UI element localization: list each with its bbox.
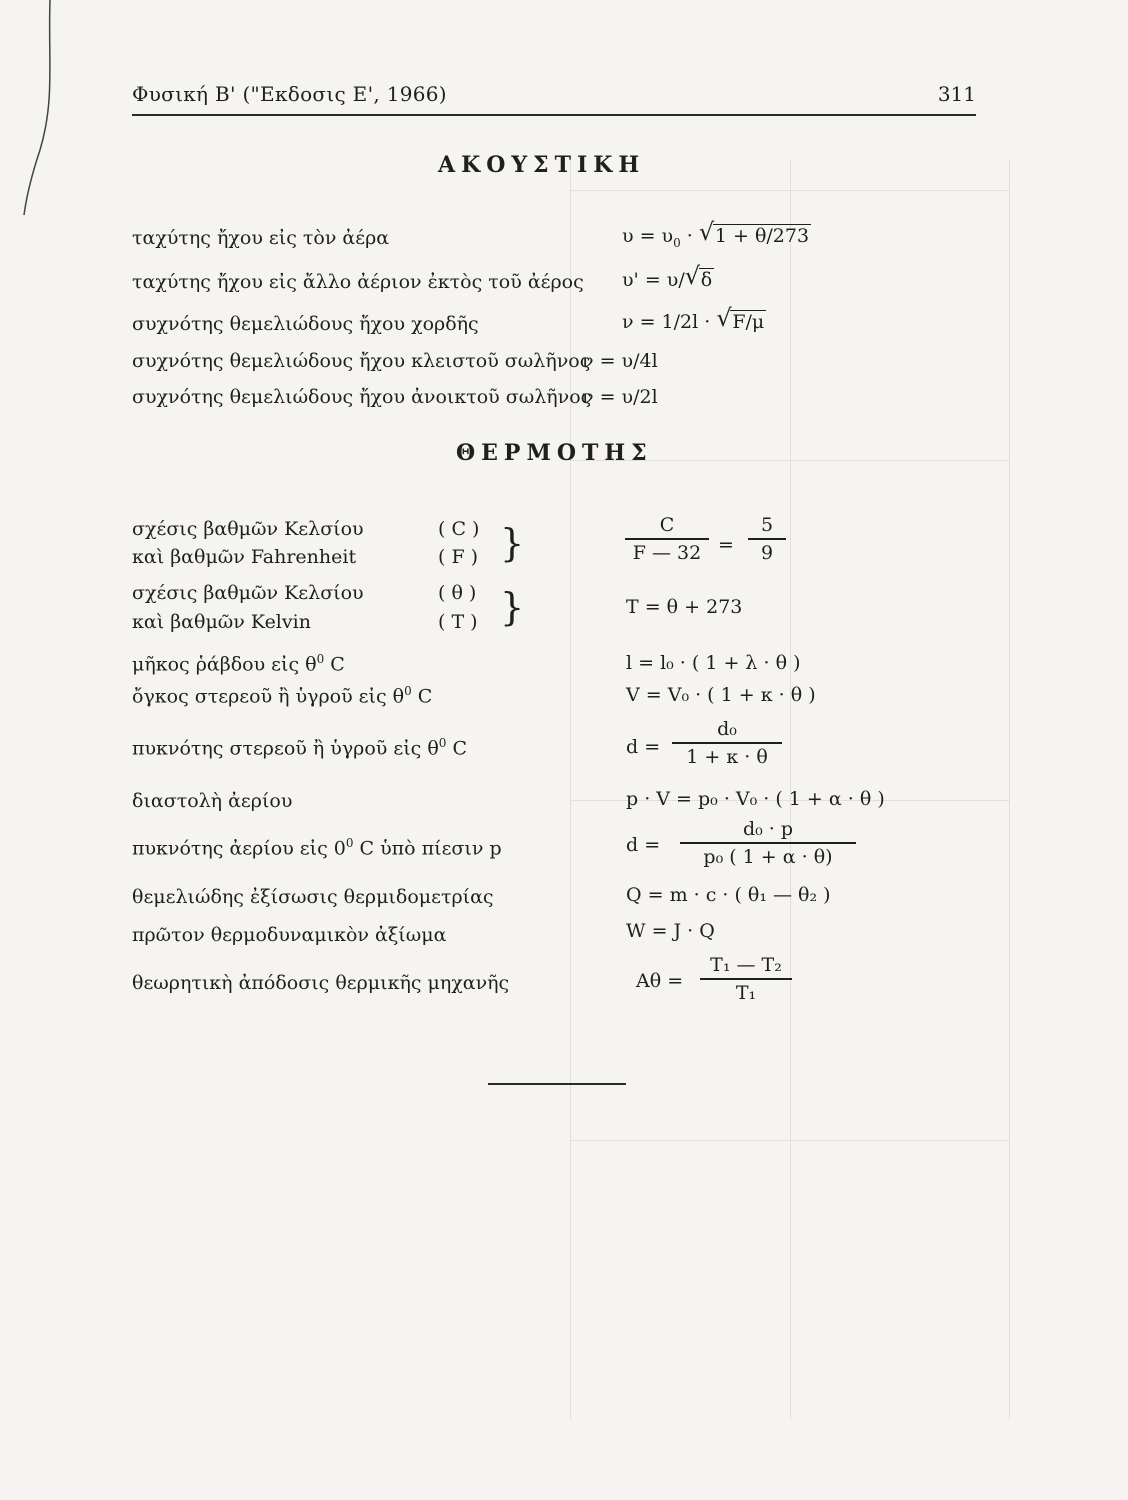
efficiency-lhs: Αθ = xyxy=(636,970,684,992)
acoustics-label-1: ταχύτης ἤχου εἰς τὸν ἀέρα xyxy=(132,227,390,249)
celsius-label-2: σχέσις βαθμῶν Κελσίου xyxy=(132,582,364,604)
efficiency-label: θεωρητικὴ ἀπόδοσις θερμικῆς μηχανῆς xyxy=(132,972,510,994)
brace-icon: } xyxy=(500,585,525,629)
gas-density-label: πυκνότης ἀερίου εἰς $0^0$ C ὑπὸ πίεσιν p xyxy=(132,836,502,860)
sqrt-symbol: √ F/μ xyxy=(716,310,766,333)
fraction-c-over-f: C F — 32 xyxy=(625,514,709,564)
acoustics-label-5: συχνότης θεμελιώδους ἤχου ἀνοικτοῦ σωλῆνος xyxy=(132,386,592,408)
density-label: πυκνότης στερεοῦ ἢ ὑγροῦ εἰς $\theta^0$ C xyxy=(132,736,468,760)
kelvin-label: καὶ βαθμῶν Kelvin xyxy=(132,611,311,633)
fahrenheit-symbol: ( F ) xyxy=(438,546,479,568)
calorimetry-formula: Q = m · c · ( θ₁ — θ₂ ) xyxy=(626,884,831,906)
gas-expansion-formula: p · V = p₀ · V₀ · ( 1 + α · θ ) xyxy=(626,788,885,810)
kelvin-symbol: ( T ) xyxy=(438,611,478,633)
rod-length-formula: l = l₀ · ( 1 + λ · θ ) xyxy=(626,652,801,674)
volume-formula: V = V₀ · ( 1 + κ · θ ) xyxy=(626,684,816,706)
celsius-label-1: σχέσις βαθμῶν Κελσίου xyxy=(132,518,364,540)
kelvin-formula: T = θ + 273 xyxy=(626,596,743,618)
acoustics-label-4: συχνότης θεμελιώδους ἤχου κλειστοῦ σωλῆνος xyxy=(132,350,591,372)
fahrenheit-label: καὶ βαθμῶν Fahrenheit xyxy=(132,546,357,568)
density-lhs: d = xyxy=(626,736,661,758)
section-title-acoustics: ΑΚΟΥΣΤΙΚΗ xyxy=(438,152,646,178)
theta-symbol: ( θ ) xyxy=(438,582,477,604)
fraction-5-over-9: 5 9 xyxy=(748,514,786,564)
gas-density-lhs: d = xyxy=(626,834,661,856)
first-law-formula: W = J · Q xyxy=(626,920,715,942)
end-rule xyxy=(488,1083,626,1085)
section-title-thermal: ΘΕΡΜΟΤΗΣ xyxy=(456,440,653,466)
acoustics-formula-4: ν = υ/4l xyxy=(582,350,658,372)
gas-expansion-label: διαστολὴ ἀερίου xyxy=(132,790,293,812)
first-law-label: πρῶτον θερμοδυναμικὸν ἀξίωμα xyxy=(132,924,447,946)
header-rule xyxy=(132,114,976,116)
page-number: 311 xyxy=(937,82,976,106)
calorimetry-label: θεμελιώδης ἐξίσωσις θερμιδομετρίας xyxy=(132,886,494,908)
celsius-symbol: ( C ) xyxy=(438,518,480,540)
acoustics-formula-5: ν = υ/2l xyxy=(582,386,658,408)
page-header xyxy=(132,82,976,116)
binding-mark-line xyxy=(0,0,60,220)
brace-icon: } xyxy=(500,521,525,565)
gas-density-fraction: d₀ · p p₀ ( 1 + α · θ) xyxy=(680,818,856,868)
acoustics-formula-2: υ' = υ/√ δ xyxy=(622,268,714,291)
efficiency-fraction: T₁ — T₂ T₁ xyxy=(700,954,792,1004)
equals-sign: = xyxy=(718,534,734,556)
acoustics-label-3: συχνότης θεμελιώδους ἤχου χορδῆς xyxy=(132,313,479,335)
density-fraction: d₀ 1 + κ · θ xyxy=(672,718,782,768)
rod-length-label: μῆκος ῥάβδου εἰς $\theta^0$ C xyxy=(132,652,345,676)
acoustics-formula-3: ν = 1/2l · √ F/μ xyxy=(622,310,766,333)
sqrt-symbol: √ 1 + θ/273 xyxy=(699,224,811,247)
running-title: Φυσική Β' ("Εκδοσις Ε', 1966) xyxy=(132,82,447,106)
volume-label: ὄγκος στερεοῦ ἢ ὑγροῦ εἰς $\theta^0$ C xyxy=(132,684,433,708)
acoustics-label-2: ταχύτης ἤχου εἰς ἄλλο ἀέριον ἐκτὸς τοῦ ἀέρος xyxy=(132,271,584,293)
acoustics-formula-1: $\upsilon = \upsilon_0$ · √ 1 + θ/273 xyxy=(622,224,811,250)
sqrt-symbol: √ δ xyxy=(685,268,714,291)
